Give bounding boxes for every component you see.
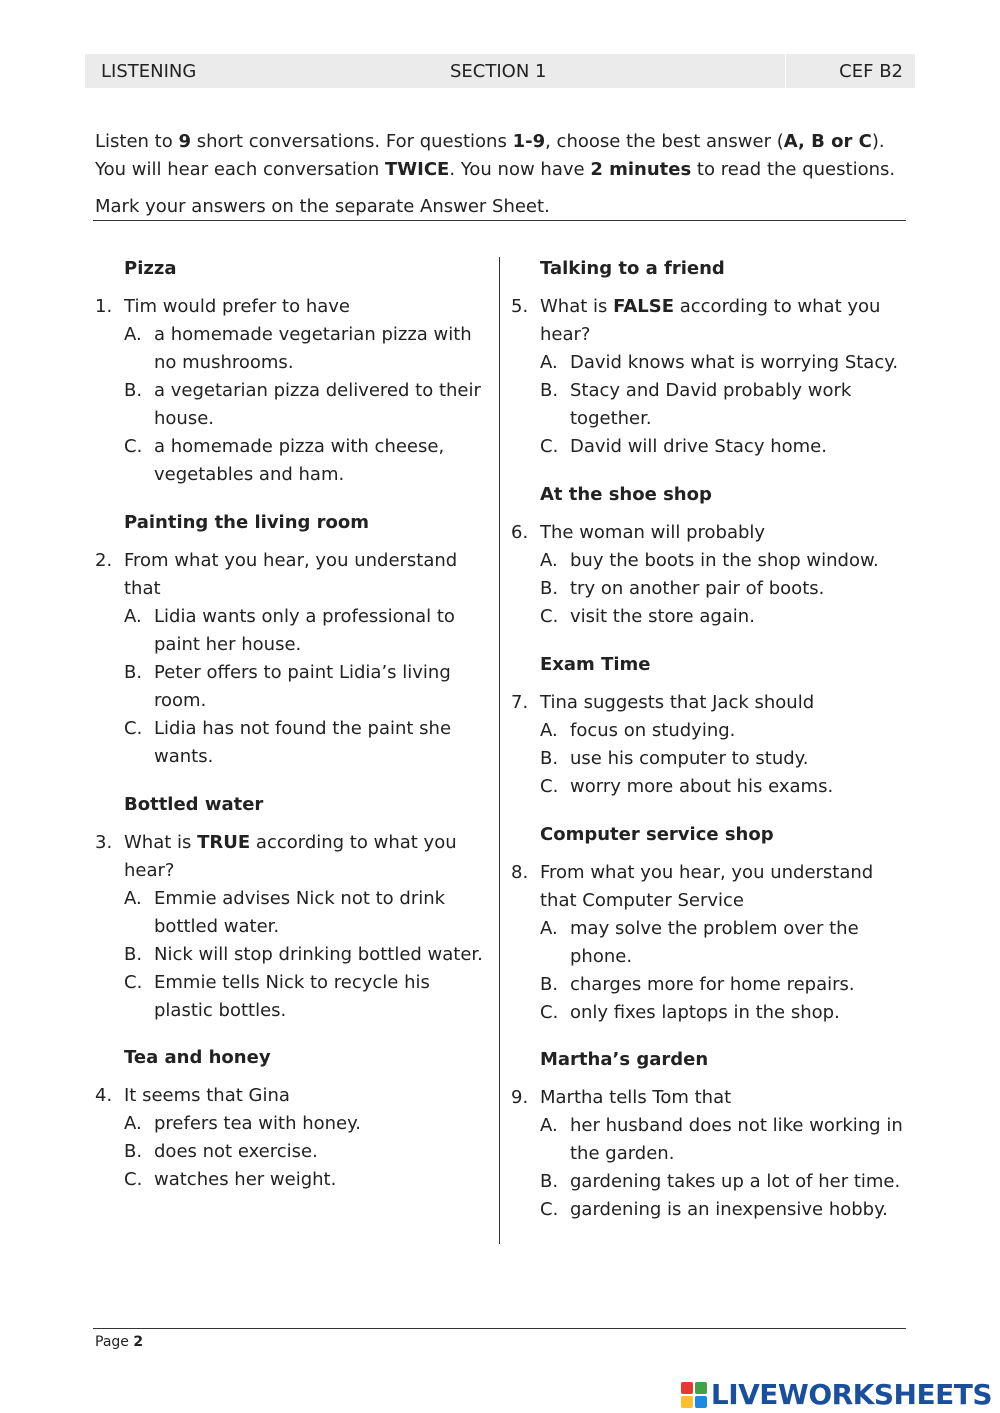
question-block-8 <box>511 821 906 1027</box>
section-title: At the shoe shop <box>540 484 712 505</box>
header-divider <box>785 54 786 88</box>
footer-rule <box>93 1328 906 1329</box>
page-label: Page <box>95 1334 134 1350</box>
section-title: Painting the living room <box>124 512 370 533</box>
question: 4. It seems that Gina <box>95 1085 290 1106</box>
instructions <box>95 128 910 184</box>
top-rule <box>93 220 906 221</box>
answer-option-c[interactable]: C. watches her weight. <box>124 1169 337 1190</box>
answer-option-b[interactable]: B. Peter offers to paint Lidia’s living room. <box>124 662 451 711</box>
logo-square <box>681 1396 693 1408</box>
answer-option-b[interactable]: B. gardening takes up a lot of her time. <box>540 1171 901 1192</box>
answer-option-c[interactable]: C. David will drive Stacy home. <box>540 436 827 457</box>
question: 1. Tim would prefer to have <box>95 296 350 317</box>
question-block-1 <box>95 255 490 489</box>
logo-square <box>681 1382 693 1394</box>
page-number: 2 <box>133 1334 144 1350</box>
answer-option-a[interactable]: A. focus on studying. <box>540 720 736 741</box>
instructions-line-1: Listen to 9 short conversations. For questions 1-9, choose the best answer (A, B or C). <box>95 131 885 152</box>
answer-option-b[interactable]: B. use his computer to study. <box>540 748 809 769</box>
answer-option-a[interactable]: A. a homemade vegetarian pizza with no mushrooms. <box>124 324 472 373</box>
answer-option-c[interactable]: C. only fixes laptops in the shop. <box>540 1002 840 1023</box>
question-block-2 <box>95 509 490 771</box>
question-block-9 <box>511 1046 906 1224</box>
answer-option-b[interactable]: B. does not exercise. <box>124 1141 318 1162</box>
answer-option-a[interactable]: A. Emmie advises Nick not to drink bottled water. <box>124 888 446 937</box>
question-block-3 <box>95 791 490 1025</box>
answer-option-c[interactable]: C. gardening is an inexpensive hobby. <box>540 1199 888 1220</box>
liveworksheets-brand[interactable] <box>681 1378 992 1411</box>
question-block-6 <box>511 481 906 631</box>
brand-text: LIVEWORKSHEETS <box>710 1378 992 1411</box>
question: 9. Martha tells Tom that <box>511 1087 732 1108</box>
answer-option-c[interactable]: C. Emmie tells Nick to recycle his plastic bottles. <box>124 972 430 1021</box>
question: 5. What is FALSE according to what you hear? <box>511 296 881 345</box>
answer-option-b[interactable]: B. try on another pair of boots. <box>540 578 825 599</box>
instructions-line-2: You will hear each conversation TWICE. You now have 2 minutes to read the questions. <box>95 159 896 180</box>
answer-option-b[interactable]: B. a vegetarian pizza delivered to their house. <box>124 380 481 429</box>
liveworksheets-logo-icon <box>681 1382 707 1408</box>
answer-option-a[interactable]: A. may solve the problem over the phone. <box>540 918 859 967</box>
answer-option-a[interactable]: A. David knows what is worrying Stacy. <box>540 352 899 373</box>
logo-square <box>695 1382 707 1394</box>
question: 6. The woman will probably <box>511 522 766 543</box>
answer-option-b[interactable]: B. Stacy and David probably work together. <box>540 380 852 429</box>
answer-option-a[interactable]: A. buy the boots in the shop window. <box>540 550 879 571</box>
header-section: SECTION 1 <box>450 61 547 82</box>
header-level: CEF B2 <box>839 61 903 82</box>
section-title: Bottled water <box>124 794 264 815</box>
question-block-5 <box>511 255 906 461</box>
answer-option-a[interactable]: A. her husband does not like working in the garden. <box>540 1115 903 1164</box>
question: 2. From what you hear, you understand that <box>95 550 458 599</box>
answer-option-c[interactable]: C. Lidia has not found the paint she wants. <box>124 718 452 767</box>
question: 7. Tina suggests that Jack should <box>511 692 815 713</box>
column-divider <box>499 257 500 1244</box>
answer-option-a[interactable]: A. Lidia wants only a professional to paint her house. <box>124 606 455 655</box>
answer-option-b[interactable]: B. Nick will stop drinking bottled water. <box>124 944 483 965</box>
page-footer <box>95 1334 143 1350</box>
section-title: Computer service shop <box>540 824 774 845</box>
question-block-4 <box>95 1044 490 1194</box>
section-header <box>85 54 915 88</box>
logo-square <box>695 1396 707 1408</box>
section-title: Tea and honey <box>124 1047 271 1068</box>
question: 3. What is TRUE according to what you hear? <box>95 832 457 881</box>
answer-option-b[interactable]: B. charges more for home repairs. <box>540 974 855 995</box>
answer-option-c[interactable]: C. worry more about his exams. <box>540 776 834 797</box>
section-title: Talking to a friend <box>540 258 725 279</box>
header-listening: LISTENING <box>101 61 197 82</box>
answer-option-c[interactable]: C. a homemade pizza with cheese, vegetables and ham. <box>124 436 445 485</box>
section-title: Pizza <box>124 258 177 279</box>
section-title: Exam Time <box>540 654 651 675</box>
answer-option-a[interactable]: A. prefers tea with honey. <box>124 1113 361 1134</box>
question-block-7 <box>511 651 906 801</box>
answer-sheet-note: Mark your answers on the separate Answer Sheet. <box>95 196 550 217</box>
question: 8. From what you hear, you understand that Computer Service <box>511 862 874 911</box>
section-title: Martha’s garden <box>540 1049 709 1070</box>
answer-option-c[interactable]: C. visit the store again. <box>540 606 755 627</box>
